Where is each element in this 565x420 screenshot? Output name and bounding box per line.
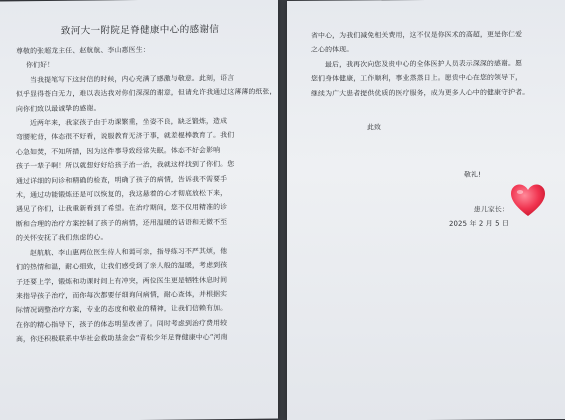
letter-salutation: 尊敬的张超龙主任、赵航航、李山惠医生： [16,45,150,56]
letter-line: 来指导孩子治疗，而你每次都要仔细询问病情，耐心查体，并根据实 [16,289,228,301]
letter-title: 致河大一附院足脊健康中心的感谢信 [60,24,220,37]
letter-regards: 敬礼! [464,171,481,180]
letter-line: 近两年来，我家孩子由于功课繁重，坐姿不良，缺乏锻炼，造成 [30,117,228,128]
letter-page-1 [0,0,278,420]
letter-line: 通过详细的问诊和精确的检查，明确了孩子的病情，告诉我不需要手 [16,174,228,185]
letter-line: 省中心，为我们减免相关费用，这不仅是你医术的高超，更是你仁爱 [311,30,523,40]
letter-line: 子还要上学，锻炼和功课时间上有冲突，两位医生更是牺牲休息时间 [16,275,228,286]
letter-line: 遇见了你们，让我重新看到了希望。在治疗期间，您不仅用精准的诊 [16,203,228,214]
letter-line: 弯腰驼背，体态很不好看，说服教育无济于事，就差棍棒教育了。我们 [16,131,235,142]
letter-line: 您们身体健康，工作顺利，事业蒸蒸日上。愿贵中心在您的领导下， [311,73,523,84]
letter-line: 心急如焚，不知所措，因为这件事导致经常失眠。体态不好会影响 [16,145,221,157]
letter-closing: 此致 [367,123,382,132]
letter-line: 高，你还积极联系中华社会救助基金会“青松少年足脊健康中心”河南 [16,333,228,344]
letter-line: 们的热情和温，耐心细致，让我们感受到了亲人般的温暖，考虑到孩 [16,261,228,272]
letter-line: 际情况调整治疗方案，专业的态度和敬业的精神，让我们信赖有加。 [16,304,228,315]
heart-sticker-icon [510,183,546,219]
letter-line: 的关怀安抚了我们焦虑的心。 [16,233,108,243]
letter-body-2 [311,27,549,101]
letter-body-1 [16,71,277,347]
letter-line: 断和合理的治疗方案控制了孩子的病情，还用温暖的话语和无微不至 [16,217,228,229]
letter-line: 向你们致以最诚挚的感谢。 [16,104,101,113]
letter-line: 之心的体现。 [311,45,354,55]
letter-line: 继续为广大患者提供优质的医疗服务，成为更多人心中的健康守护者。 [311,87,530,98]
letter-hello: 你们好！ [26,61,55,70]
letter-date: 2025 年 2 月 5 日 [448,219,509,229]
letter-line: 似乎显得苍白无力，难以表达我对你们深深的谢意，但请允许我通过这薄薄的纸张， [16,87,277,99]
letter-signer: 患儿家长： [473,205,509,214]
letter-line: 术，通过功能锻炼还是可以恢复的，我这悬着的心才彻底放松下来， [16,189,228,200]
letter-line: 在你的精心指导下，孩子的体态明显改善了。同时考虑到治疗费用较 [16,318,228,330]
letter-line: 最后，我再次向您及贵中心的全体医护人员表示深深的感谢。愿 [325,59,523,69]
letter-line: 孩子一辈子啊！所以就想好好给孩子治一治，我就这样找到了你们。您 [16,160,235,171]
letter-line: 赵航航、李山惠两位医生待人和蔼可亲，指导练习不严其烦，他 [30,246,228,257]
letter-line: 当我提笔写下这封信的时候，内心充满了感激与敬意。此刻，语言 [30,73,235,84]
